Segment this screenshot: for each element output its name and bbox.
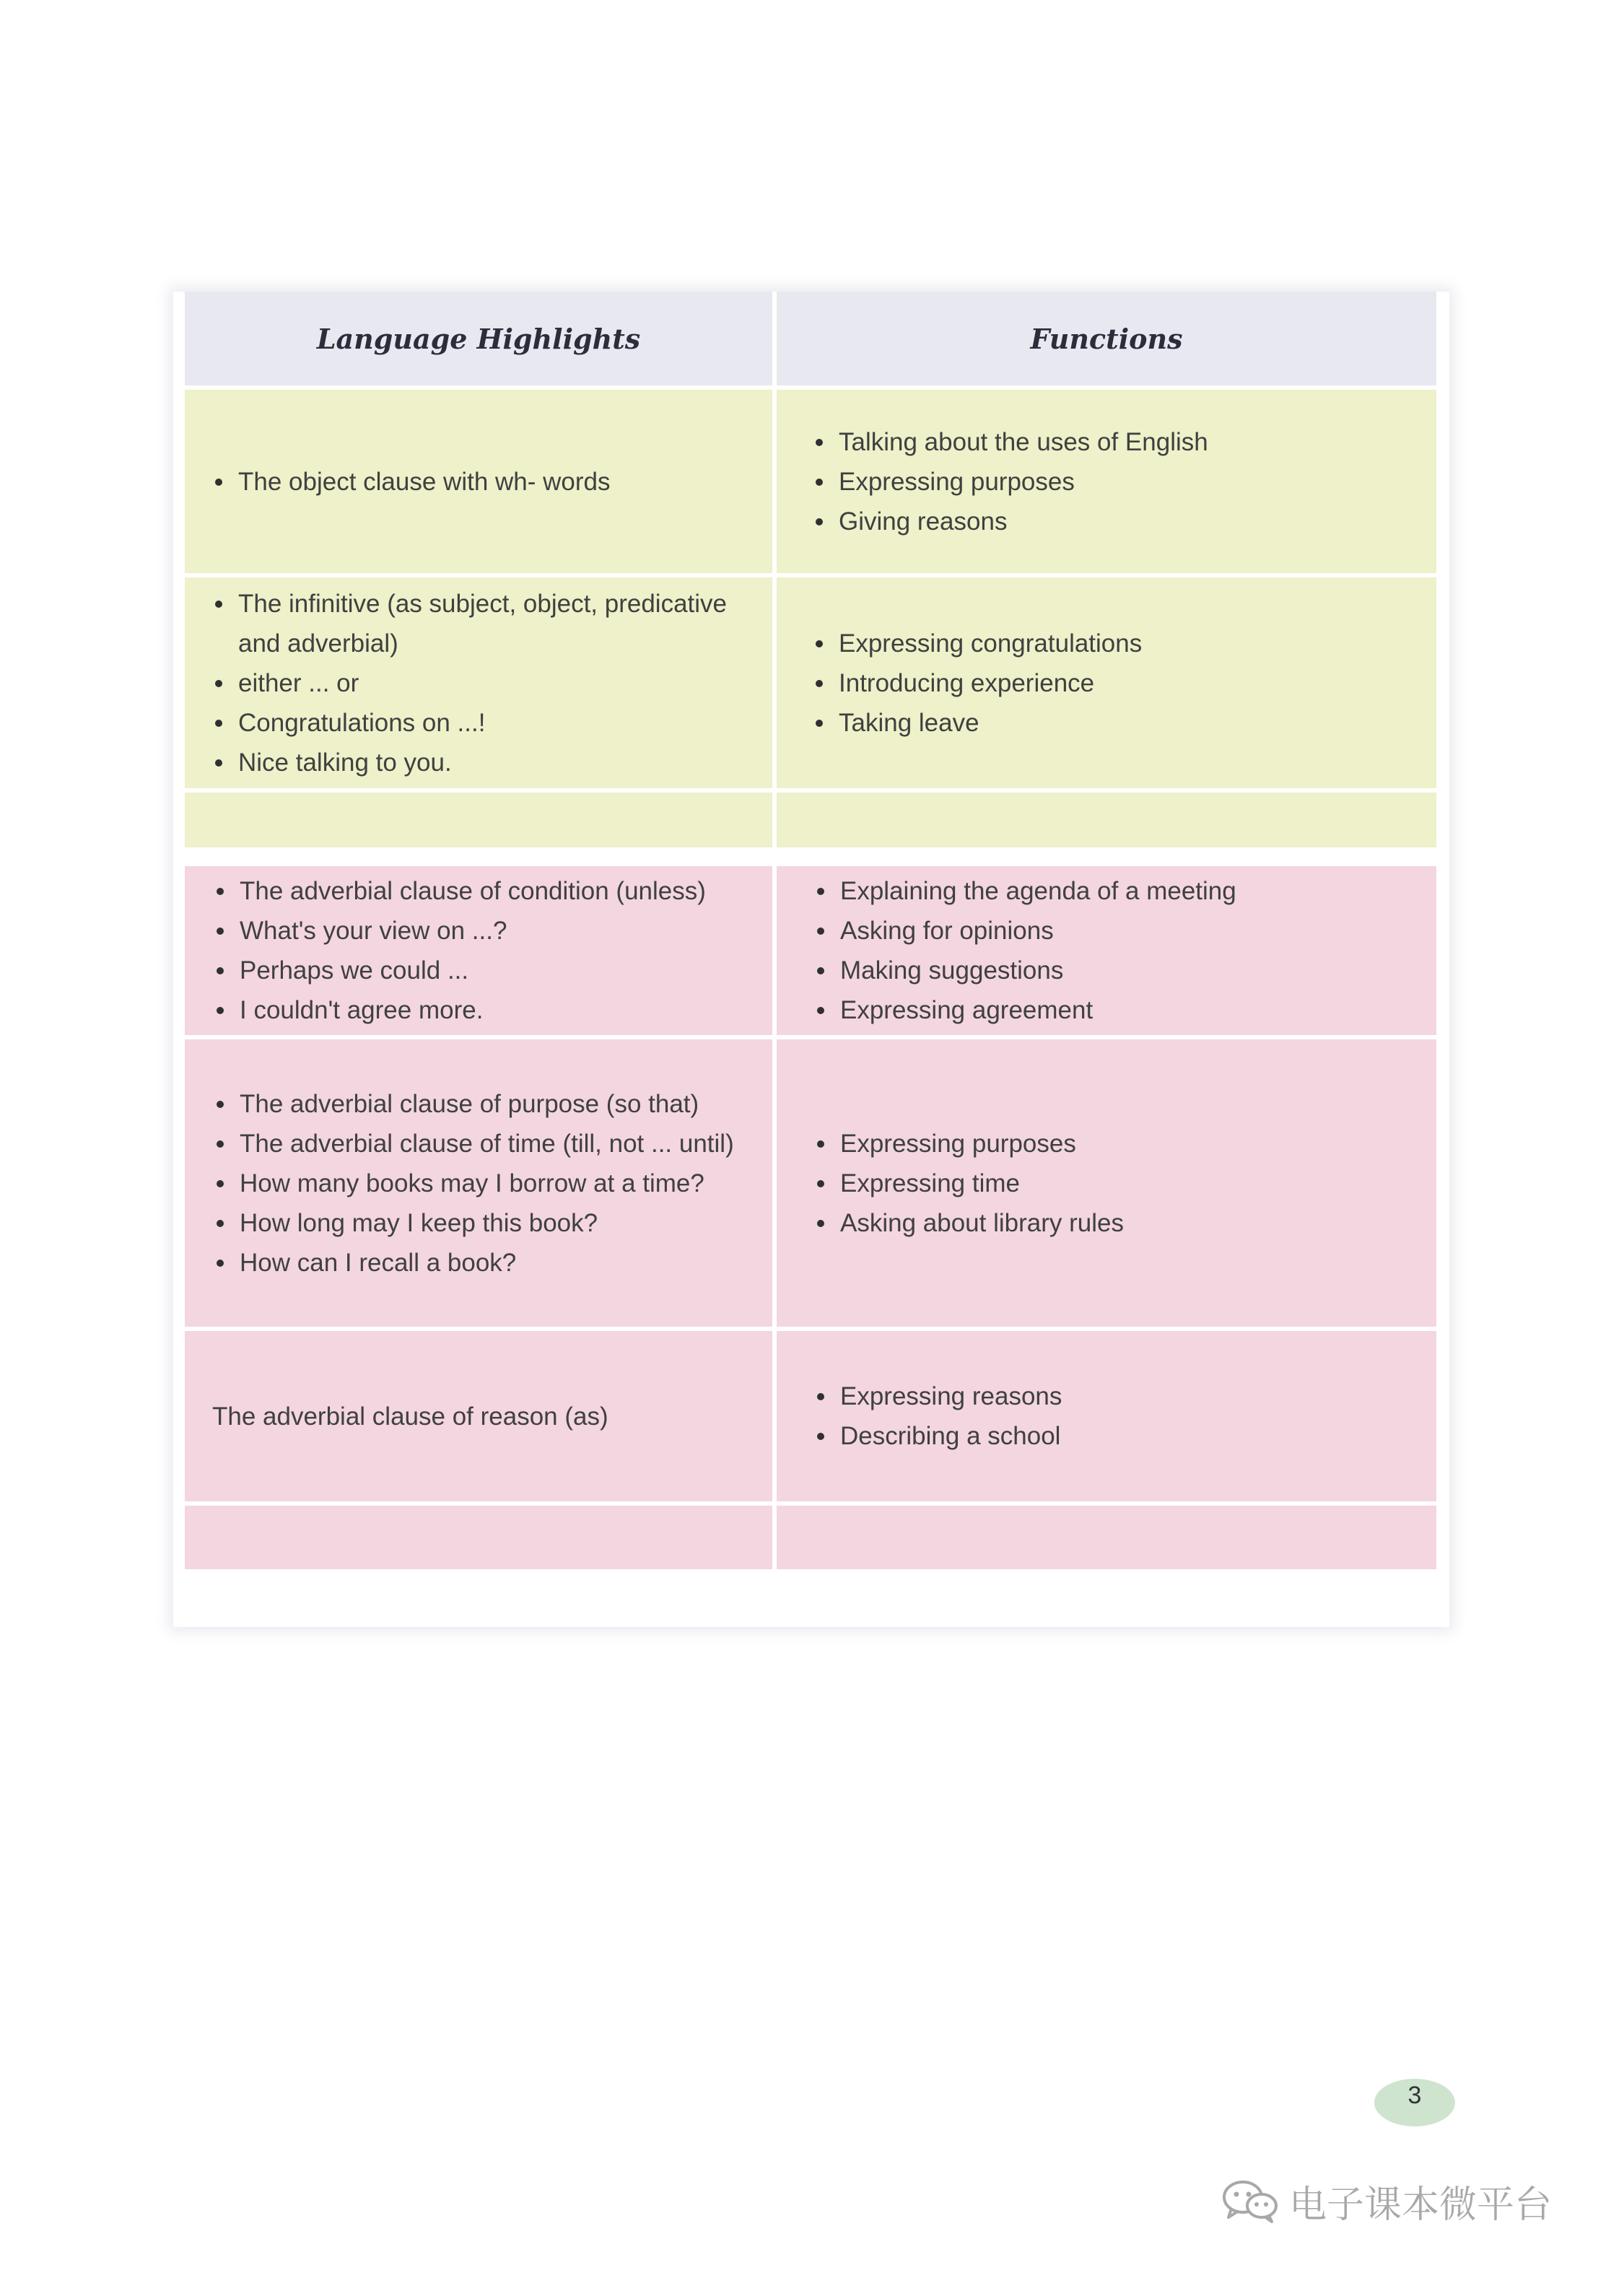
list-item: either ... or <box>212 663 772 703</box>
table-row-empty <box>185 1506 1436 1569</box>
wechat-icon <box>1220 2177 1280 2225</box>
header-left-label: Language Highlights <box>316 322 641 355</box>
plain-item: The adverbial clause of reason (as) <box>212 1402 608 1431</box>
functions-list <box>813 624 1436 743</box>
list-item: Congratulations on ...! <box>212 703 772 743</box>
list-item: Asking for opinions <box>814 911 1436 951</box>
language-list <box>212 462 772 502</box>
table-row <box>185 577 1436 793</box>
list-item: Asking about library rules <box>814 1203 1436 1243</box>
list-item: Expressing time <box>814 1164 1436 1203</box>
page-number: 3 <box>1374 2079 1455 2126</box>
list-item: The adverbial clause of time (till, not ... until) <box>214 1124 772 1164</box>
header-functions <box>777 292 1436 385</box>
list-item: How many books may I borrow at a time? <box>214 1164 772 1203</box>
list-item: Giving reasons <box>813 502 1436 541</box>
list-item: What's your view on ...? <box>214 911 772 951</box>
language-cell <box>185 1331 777 1501</box>
functions-cell <box>777 866 1436 1035</box>
table-row <box>185 1331 1436 1506</box>
list-item: Taking leave <box>813 703 1436 743</box>
list-item: Expressing reasons <box>814 1376 1436 1416</box>
list-item: Nice talking to you. <box>212 743 772 782</box>
functions-cell <box>777 577 1436 788</box>
functions-list <box>814 1376 1436 1456</box>
list-item: Introducing experience <box>813 663 1436 703</box>
language-list <box>212 584 772 782</box>
table-row-empty <box>185 793 1436 852</box>
functions-cell <box>777 1331 1436 1501</box>
section-gap <box>185 852 1436 866</box>
list-item: Making suggestions <box>814 951 1436 990</box>
functions-cell <box>777 390 1436 573</box>
list-item: I couldn't agree more. <box>214 990 772 1030</box>
list-item: Perhaps we could ... <box>214 951 772 990</box>
language-cell <box>185 390 777 573</box>
language-cell <box>185 1039 777 1327</box>
list-item: The adverbial clause of purpose (so that) <box>214 1084 772 1124</box>
list-item: How can I recall a book? <box>214 1243 772 1283</box>
list-item: How long may I keep this book? <box>214 1203 772 1243</box>
table-row <box>185 1039 1436 1331</box>
language-cell <box>185 1506 777 1569</box>
list-item: Expressing purposes <box>813 462 1436 502</box>
language-list <box>214 1084 772 1283</box>
list-item: Expressing congratulations <box>813 624 1436 663</box>
header-right-label: Functions <box>1030 322 1183 355</box>
functions-cell <box>777 1039 1436 1327</box>
watermark <box>1220 2176 1552 2226</box>
table-header <box>185 292 1436 390</box>
list-item: The infinitive (as subject, object, predicative and adverbial) <box>212 584 772 663</box>
language-cell <box>185 577 777 788</box>
list-item: The object clause with wh- words <box>212 462 772 502</box>
list-item: Talking about the uses of English <box>813 422 1436 462</box>
functions-cell <box>777 793 1436 847</box>
functions-list <box>814 871 1436 1030</box>
list-item: Describing a school <box>814 1416 1436 1456</box>
functions-list <box>814 1124 1436 1243</box>
language-list <box>214 871 772 1030</box>
list-item: Expressing purposes <box>814 1124 1436 1164</box>
header-language-highlights <box>185 292 777 385</box>
functions-cell <box>777 1506 1436 1569</box>
summary-table <box>185 292 1436 1569</box>
watermark-text: 电子课本微平台 <box>1289 2183 1553 2227</box>
list-item: Expressing agreement <box>814 990 1436 1030</box>
language-cell <box>185 866 777 1035</box>
table-row <box>185 866 1436 1039</box>
list-item: The adverbial clause of condition (unless) <box>214 871 772 911</box>
table-row <box>185 390 1436 577</box>
functions-list <box>813 422 1436 541</box>
language-cell <box>185 793 777 847</box>
list-item: Explaining the agenda of a meeting <box>814 871 1436 911</box>
